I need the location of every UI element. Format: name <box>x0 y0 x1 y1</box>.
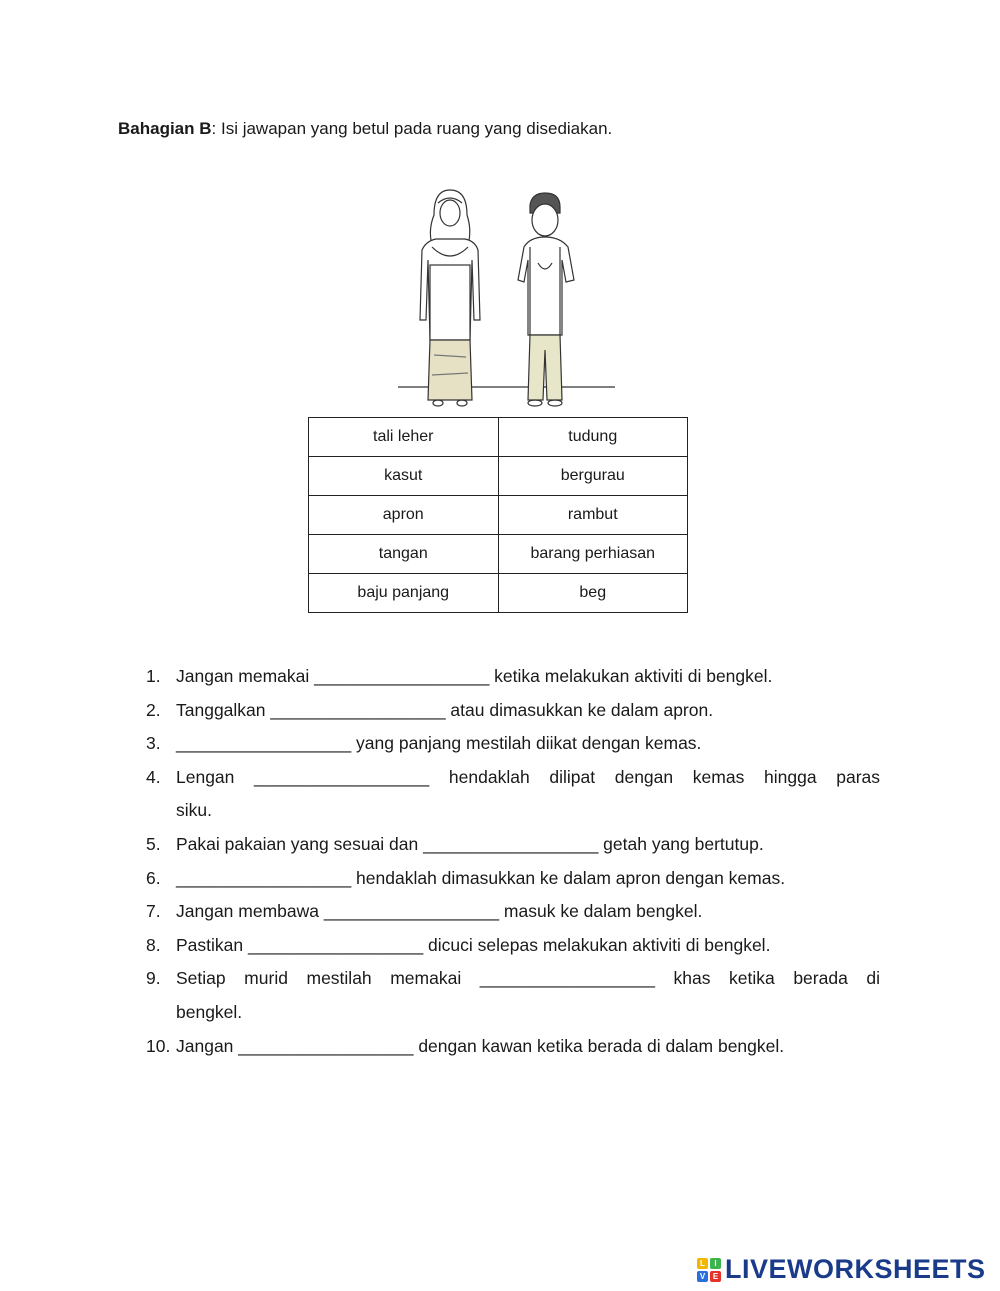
question-text: Pastikan __________________ dicuci selepas melakukan aktiviti di bengkel. <box>176 934 771 955</box>
section-instruction <box>118 119 612 139</box>
table-cell: kasut <box>309 457 499 496</box>
question-item <box>146 929 880 963</box>
table-cell: barang perhiasan <box>498 535 688 574</box>
question-item <box>146 895 880 929</box>
question-number: 6. <box>146 867 161 888</box>
table-cell: apron <box>309 496 499 535</box>
table-cell: bergurau <box>498 457 688 496</box>
table-row <box>309 457 688 496</box>
question-number: 9. <box>146 968 161 989</box>
question-number: 2. <box>146 699 161 720</box>
table-cell: tali leher <box>309 418 499 457</box>
question-number: 10. <box>146 1035 171 1056</box>
question-number: 1. <box>146 666 161 686</box>
question-text: Lengan __________________ hendaklah dilipat dengan kemas hingga paras <box>176 766 880 787</box>
instruction-text: : Isi jawapan yang betul pada ruang yang disediakan. <box>211 119 613 138</box>
logo-block: V <box>697 1271 708 1282</box>
liveworksheets-logo <box>697 1254 986 1285</box>
question-number: 4. <box>146 766 161 787</box>
question-text: Jangan memakai __________________ ketika melakukan aktiviti di bengkel. <box>176 666 773 686</box>
section-label: Bahagian B <box>118 119 212 138</box>
logo-block: E <box>710 1271 721 1282</box>
question-item <box>146 761 880 828</box>
question-item <box>146 1030 880 1064</box>
question-item <box>146 828 880 862</box>
question-number: 3. <box>146 733 161 754</box>
question-text: Jangan __________________ dengan kawan ketika berada di dalam bengkel. <box>176 1035 785 1056</box>
question-item <box>146 660 880 694</box>
question-text: Jangan membawa __________________ masuk ke dalam bengkel. <box>176 901 703 922</box>
table-cell: beg <box>498 574 688 613</box>
question-text: Setiap murid mestilah memakai __________________ khas ketika berada di <box>176 968 880 989</box>
table-row <box>309 496 688 535</box>
question-item <box>146 727 880 761</box>
table-cell: tudung <box>498 418 688 457</box>
table-row <box>309 418 688 457</box>
question-list <box>146 660 880 1063</box>
question-number: 7. <box>146 901 161 922</box>
logo-icon <box>697 1258 721 1282</box>
question-text: __________________ hendaklah dimasukkan ke dalam apron dengan kemas. <box>176 867 786 888</box>
question-item <box>146 862 880 896</box>
logo-block: L <box>697 1258 708 1269</box>
question-text: Pakai pakaian yang sesuai dan __________________ getah yang bertutup. <box>176 833 764 854</box>
table-row <box>309 535 688 574</box>
logo-text: LIVEWORKSHEETS <box>725 1254 986 1284</box>
question-number: 5. <box>146 833 161 854</box>
table-cell: baju panjang <box>309 574 499 613</box>
question-text: __________________ yang panjang mestilah diikat dengan kemas. <box>176 733 702 754</box>
students-apron-illustration <box>390 185 620 410</box>
question-text-continued: siku. <box>176 800 212 821</box>
question-text-continued: bengkel. <box>176 1001 243 1022</box>
word-bank-table <box>308 417 688 613</box>
table-cell: rambut <box>498 496 688 535</box>
table-cell: tangan <box>309 535 499 574</box>
question-number: 8. <box>146 934 161 955</box>
question-text: Tanggalkan __________________ atau dimasukkan ke dalam apron. <box>176 699 714 720</box>
logo-block: I <box>710 1258 721 1269</box>
question-item <box>146 962 880 1029</box>
question-item <box>146 694 880 728</box>
table-row <box>309 574 688 613</box>
